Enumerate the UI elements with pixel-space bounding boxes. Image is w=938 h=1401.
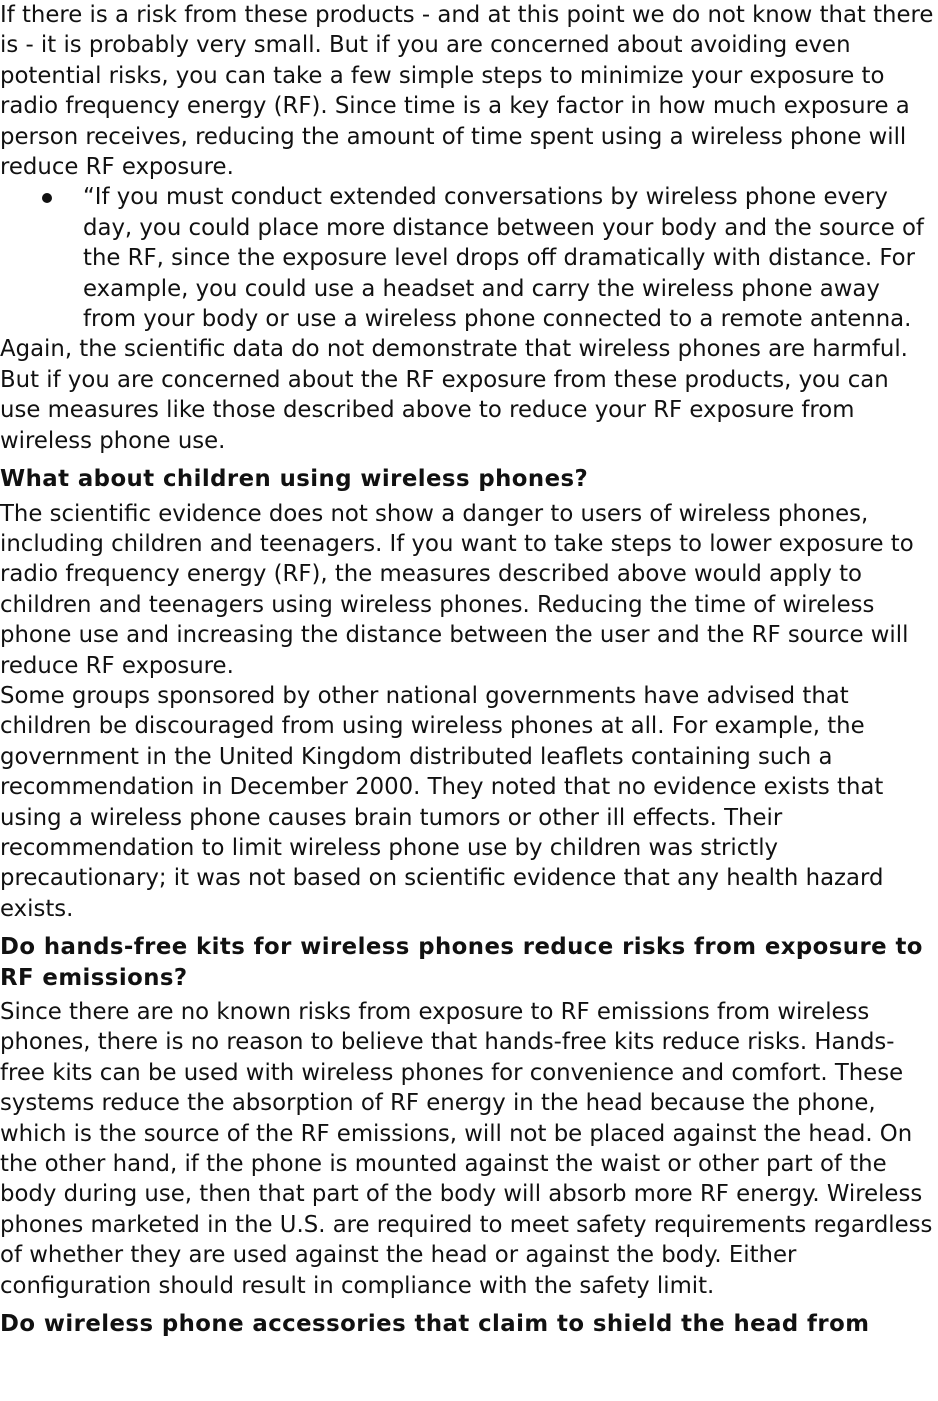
hands-free-paragraph: Since there are no known risks from exposure to RF emissions from wireless phones, there is no reason to believe that hands-free kits reduce risks. Hands-free kits can be used with wireless phones for convenience and comfort. These systems reduce the absorption of RF energy in the head because the phone, which is the source of the RF emissions, will not be placed against the head. On the other hand, if the phone is mounted against the waist or other part of the body during use, then that part of the body will absorb more RF energy. Wireless phones marketed in the U.S. are required to meet safety requirements regardless of whether they are used against the head or against the body. Either configuration should result in compliance with the safety limit. <box>0 999 933 1299</box>
section-heading-children: What about children using wireless phones? <box>0 466 589 493</box>
intro-paragraph: If there is a risk from these products - and at this point we do not know that there is - it is probably very small. But if you are concerned about avoiding even potential risks, you can take a few simple steps to minimize your exposure to radio frequency energy (RF). Since time is a key factor in how much exposure a person receives, reducing the amount of time spent using a wireless phone will reduce RF exposure. <box>0 2 934 181</box>
section-heading-accessories: Do wireless phone accessories that claim to shield the head from <box>0 1311 870 1338</box>
children-paragraph-2: Some groups sponsored by other national governments have advised that children be discouraged from using wireless phones at all. For example, the government in the United Kingdom distributed leaflets containing such a recommendation in December 2000. They noted that no evidence exists that using a wireless phone causes brain tumors or other ill effects. Their recommendation to limit wireless phone use by children was strictly precautionary; it was not based on scientific evidence that any health hazard exists. <box>0 682 884 922</box>
bullet-text: “If you must conduct extended conversations by wireless phone every day, you could place more distance between your body and the source of the RF, since the exposure level drops off dramatically with distance. For example, you could use a headset and carry the wireless phone away from your body or use a wireless phone connected to a remote antenna. <box>83 184 924 333</box>
bullet-list-item <box>0 182 936 334</box>
children-paragraph-1: The scientific evidence does not show a danger to users of wireless phones, including children and teenagers. If you want to take steps to lower exposure to radio frequency energy (RF), the measures described above would apply to children and teenagers using wireless phones. Reducing the time of wireless phone use and increasing the distance between the user and the RF source will reduce RF exposure. <box>0 500 914 679</box>
section-heading-hands-free: Do hands-free kits for wireless phones reduce risks from exposure to RF emissions? <box>0 934 923 991</box>
bullet-dot-icon <box>42 193 52 203</box>
again-paragraph: Again, the scientific data do not demonstrate that wireless phones are harmful. But if you are concerned about the RF exposure from these products, you can use measures like those described above to reduce your RF exposure from wireless phone use. <box>0 336 908 454</box>
